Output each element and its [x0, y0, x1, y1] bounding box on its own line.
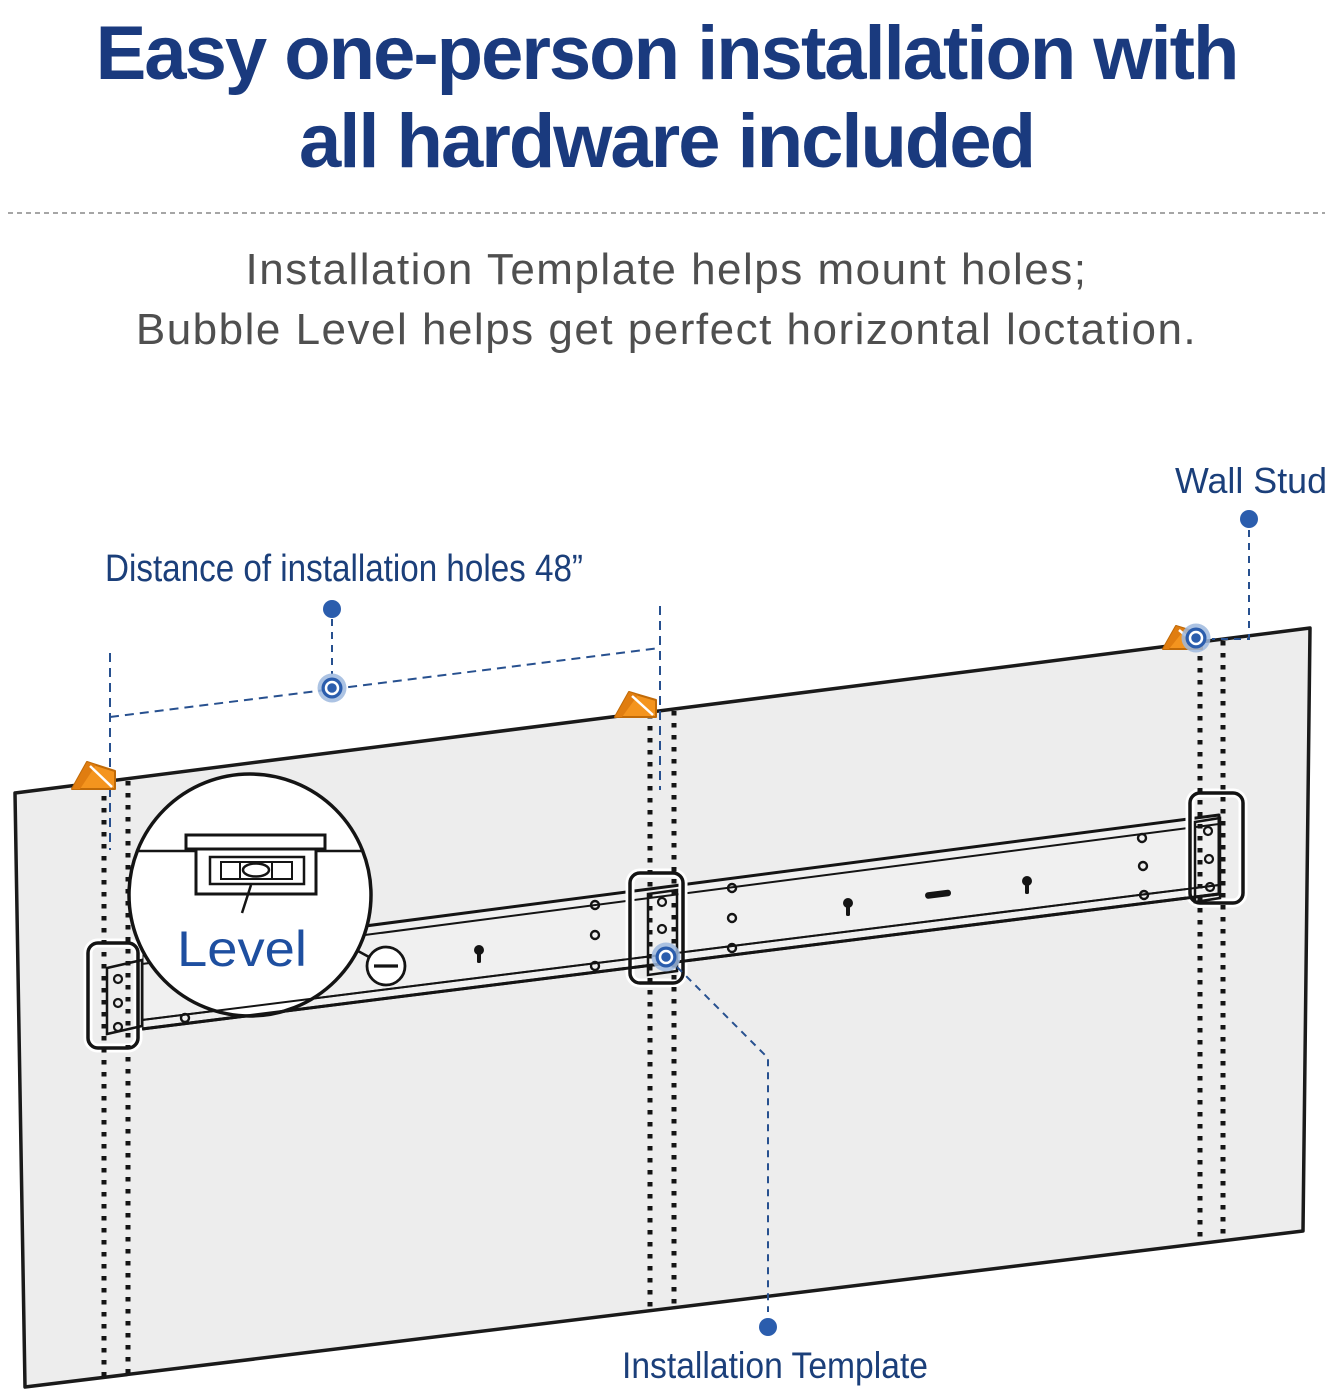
subtitle-line-2: Bubble Level helps get perfect horizontal loctation.	[135, 305, 1198, 354]
stud-block-left	[72, 762, 115, 789]
stud-block-middle	[615, 692, 656, 717]
wall-stud-leader-dot	[1240, 510, 1258, 528]
template-leader-dot	[759, 1318, 777, 1336]
installation-template-label: Installation Template	[622, 1345, 928, 1386]
wall-stud-label: Wall Stud	[1175, 460, 1327, 501]
level-label: Level	[177, 921, 307, 977]
dimension-line	[110, 648, 660, 717]
distance-label: Distance of installation holes 48”	[105, 548, 583, 590]
wall-stud-leader-line	[1212, 530, 1249, 639]
title-line-2: all hardware included	[298, 99, 1035, 184]
distance-leader-dot	[323, 600, 341, 618]
hole-marker-dimension	[318, 674, 347, 703]
subtitle-line-1: Installation Template helps mount holes;	[245, 245, 1088, 294]
hole-marker-template	[652, 943, 681, 972]
title-line-1: Easy one-person installation with	[95, 11, 1238, 96]
hole-marker-wall-stud	[1182, 624, 1211, 653]
